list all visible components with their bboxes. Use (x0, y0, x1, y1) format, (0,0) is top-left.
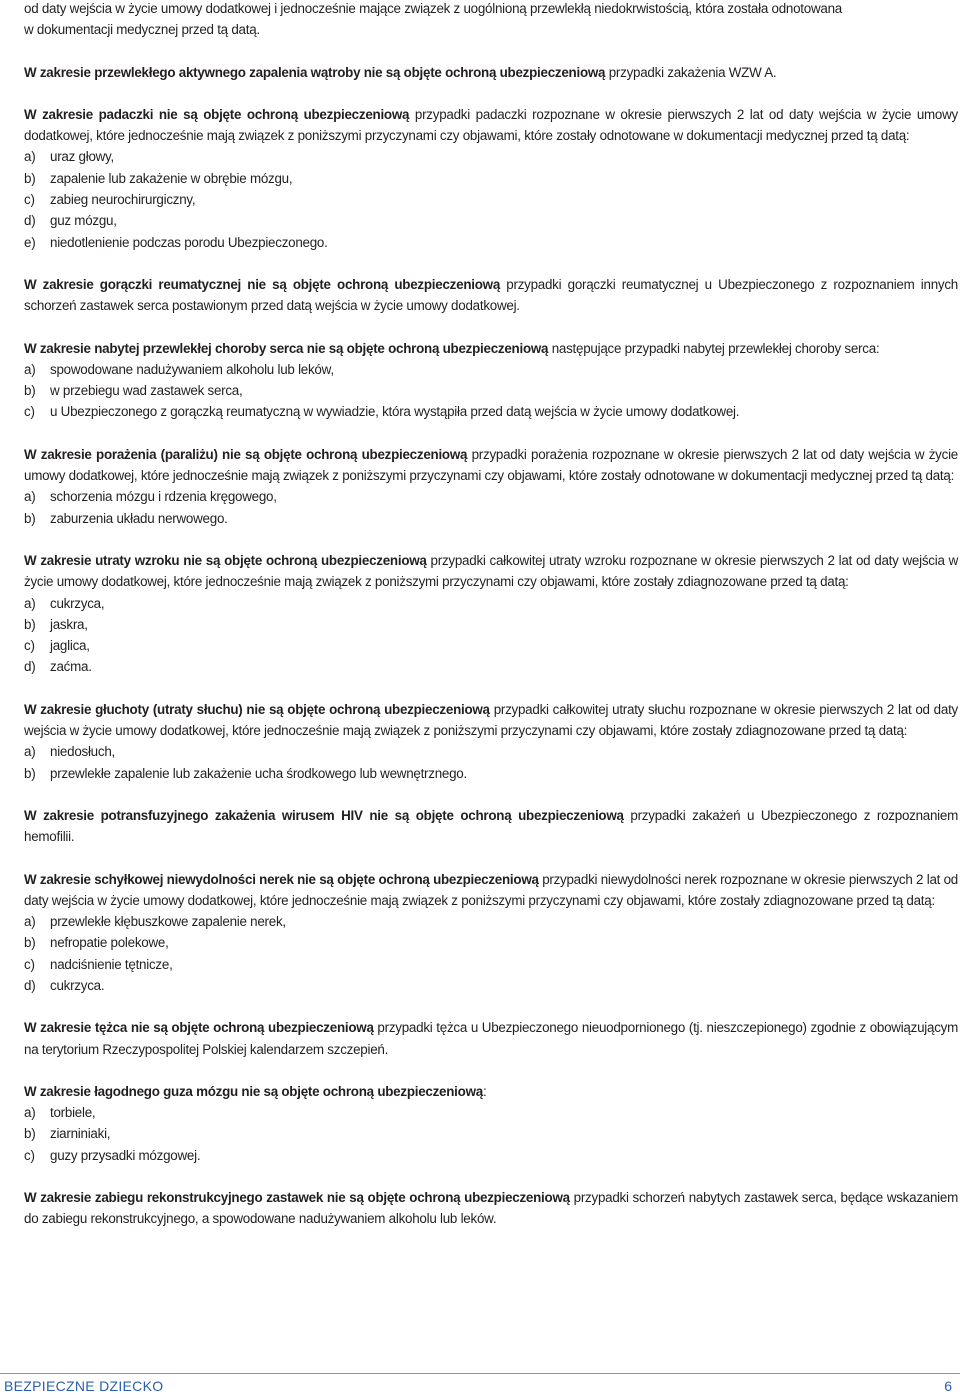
list-item-text: u Ubezpieczonego z gorączką reumatyczną w wywiadzie, która wystąpiła przed datą wejścia w życie umowy dodatkowej. (50, 404, 740, 420)
section-text: przypadki niewydolności nerek rozpoznane w okresie pierwszych 2 lat od daty wejścia w życie umowy dodatkowej, które jednocześnie mają związek z poniższymi przyczynami czy objawami, które zostały zdiagnozowane przed tą datą: (24, 871, 959, 908)
section-paragraph (24, 699, 958, 742)
list-item (24, 635, 958, 656)
list-item-text: przewlekłe zapalenie lub zakażenie ucha środkowego lub wewnętrznego. (50, 765, 467, 781)
section-paragraph (24, 1187, 958, 1230)
intro-line: w dokumentacji medycznej przed tą datą. (24, 22, 260, 38)
list-item (24, 954, 958, 975)
list-item-text: zaćma. (50, 659, 92, 675)
document-body (24, 0, 958, 1251)
section-paragraph (24, 869, 958, 912)
exclusion-section (24, 1187, 958, 1230)
list-marker: a) (24, 914, 36, 930)
section-paragraph (24, 104, 958, 147)
section-paragraph (24, 550, 958, 593)
list-item (24, 486, 958, 507)
exclusion-section (24, 274, 958, 317)
list-item (24, 168, 958, 189)
section-text: przypadki całkowitej utraty wzroku rozpoznane w okresie pierwszych 2 lat od daty wejścia w życie umowy dodatkowej, które jednocześnie mają związek z poniższymi przyczynami czy objawami, które zostały zdiagnozowane przed tą datą: (24, 552, 958, 590)
list-marker: b) (24, 765, 36, 781)
section-heading: W zakresie schyłkowej niewydolności nerek nie są objęte ochroną ubezpieczeniową (24, 871, 539, 887)
section-paragraph (24, 274, 958, 317)
exclusion-sections (24, 62, 958, 1230)
exclusion-section (24, 1017, 958, 1060)
list-item (24, 359, 958, 380)
list-marker: b) (24, 383, 36, 399)
intro-paragraph (24, 0, 958, 41)
exclusion-section (24, 338, 958, 423)
list-item (24, 146, 958, 167)
list-item-text: guzy przysadki mózgowej. (50, 1147, 201, 1163)
section-paragraph (24, 1017, 958, 1060)
list-item-text: uraz głowy, (50, 149, 114, 165)
list-item (24, 911, 958, 932)
section-heading: W zakresie przewlekłego aktywnego zapalenia wątroby nie są objęte ochroną ubezpieczeniową (24, 64, 606, 80)
section-heading: W zakresie głuchoty (utraty słuchu) nie są objęte ochroną ubezpieczeniową (24, 701, 490, 717)
list-item-text: przewlekłe kłębuszkowe zapalenie nerek, (50, 914, 286, 930)
list-marker: a) (24, 1105, 36, 1121)
exclusion-section (24, 62, 958, 83)
list-item-text: ziarniniaki, (50, 1126, 111, 1142)
list-item (24, 232, 958, 253)
list-item (24, 614, 958, 635)
list-marker: a) (24, 149, 36, 165)
list-marker: c) (24, 956, 35, 972)
list-item-text: guz mózgu, (50, 213, 117, 229)
section-heading: W zakresie gorączki reumatycznej nie są objęte ochroną ubezpieczeniową (24, 276, 501, 292)
list-marker: a) (24, 595, 36, 611)
list-marker: b) (24, 510, 36, 526)
section-text: : (482, 1083, 487, 1099)
list-item-text: zapalenie lub zakażenie w obrębie mózgu, (50, 170, 293, 186)
list-item (24, 763, 958, 784)
section-paragraph (24, 444, 958, 487)
list-marker: c) (24, 404, 35, 420)
list-item-text: niedosłuch, (50, 744, 115, 760)
list-marker: a) (24, 489, 36, 505)
section-paragraph (24, 62, 958, 83)
list-item-text: schorzenia mózgu i rdzenia kręgowego, (50, 489, 277, 505)
section-heading: W zakresie utraty wzroku nie są objęte ochroną ubezpieczeniową (24, 552, 427, 568)
list-item (24, 975, 958, 996)
condition-list (24, 359, 958, 423)
section-text: następujące przypadki nabytej przewlekłej choroby serca: (548, 340, 880, 356)
section-paragraph (24, 805, 958, 848)
section-text: przypadki tężca u Ubezpieczonego nieuodpornionego (tj. nieszczepionego) zgodnie z obowiązującym na terytorium Rzeczypospolitej Polskiej kalendarzem szczepień. (24, 1020, 958, 1057)
list-marker: d) (24, 213, 36, 229)
section-text: przypadki zakażenia WZW A. (605, 64, 777, 80)
section-paragraph (24, 1081, 958, 1102)
section-heading: W zakresie porażenia (paraliżu) nie są objęte ochroną ubezpieczeniową (24, 446, 468, 462)
list-item (24, 210, 958, 231)
exclusion-section (24, 444, 958, 529)
exclusion-section (24, 805, 958, 848)
list-marker: d) (24, 977, 36, 993)
list-item-text: jaskra, (50, 616, 88, 632)
list-item-text: spowodowane nadużywaniem alkoholu lub leków, (50, 361, 334, 377)
exclusion-section (24, 550, 958, 678)
exclusion-section (24, 1081, 958, 1166)
list-marker: a) (24, 361, 36, 377)
list-marker: b) (24, 935, 36, 951)
list-item (24, 1123, 958, 1144)
list-item-text: zabieg neurochirurgiczny, (50, 192, 196, 208)
list-item (24, 1102, 958, 1123)
list-item (24, 932, 958, 953)
intro-line: od daty wejścia w życie umowy dodatkowej i jednocześnie mające związek z uogólnioną przewlekłą niedokrwistością, która została odnotowana (24, 1, 842, 16)
section-text: przypadki schorzeń nabytych zastawek serca, będące wskazaniem do zabiegu rekonstrukcyjnego, a spowodowane nadużywaniem alkoholu lub leków. (24, 1190, 958, 1227)
section-heading: W zakresie potransfuzyjnego zakażenia wirusem HIV nie są objęte ochroną ubezpieczeniową (24, 807, 624, 823)
section-heading: W zakresie zabiegu rekonstrukcyjnego zastawek nie są objęte ochroną ubezpieczeniową (24, 1190, 570, 1206)
list-marker: d) (24, 659, 36, 675)
list-marker: b) (24, 1126, 36, 1142)
exclusion-section (24, 699, 958, 784)
section-text: przypadki porażenia rozpoznane w okresie pierwszych 2 lat od daty wejścia w życie umowy dodatkowej, które jednocześnie mają związek z poniższymi przyczynami czy objawami, które zostały odnotowane w dokumentacji medycznej przed tą datą: (24, 446, 958, 484)
list-item-text: zaburzenia układu nerwowego. (50, 510, 228, 526)
condition-list (24, 1102, 958, 1166)
footer-brand: BEZPIECZNE DZIECKO (4, 1378, 164, 1394)
list-item (24, 1145, 958, 1166)
list-item-text: nadciśnienie tętnicze, (50, 956, 173, 972)
list-item-text: jaglica, (50, 638, 90, 654)
footer-divider (0, 1373, 960, 1374)
condition-list (24, 486, 958, 529)
section-text: przypadki padaczki rozpoznane w okresie pierwszych 2 lat od daty wejścia w życie umowy dodatkowej, które jednocześnie mają związek z poniższymi przyczynami czy objawami, które zostały odnotowane w dokumentacji medycznej przed tą datą: (24, 106, 958, 144)
list-marker: c) (24, 192, 35, 208)
list-item (24, 401, 958, 422)
section-text: przypadki zakażeń u Ubezpieczonego z rozpoznaniem hemofilii. (24, 807, 958, 845)
list-marker: b) (24, 616, 36, 632)
list-item-text: cukrzyca. (50, 977, 105, 993)
exclusion-section (24, 104, 958, 253)
section-text: przypadki całkowitej utraty słuchu rozpoznane w okresie pierwszych 2 lat od daty wejścia w życie umowy dodatkowej, które jednocześnie mają związek z poniższymi przyczynami czy objawami, które zostały zdiagnozowane przed tą datą: (24, 701, 958, 739)
section-text: przypadki gorączki reumatycznej u Ubezpieczonego z rozpoznaniem innych schorzeń zastawek serca postawionym przed datą wejścia w życie umowy dodatkowej. (24, 276, 958, 314)
list-item (24, 380, 958, 401)
list-item (24, 656, 958, 677)
list-item (24, 189, 958, 210)
list-marker: b) (24, 170, 36, 186)
list-item-text: nefropatie polekowe, (50, 935, 169, 951)
list-item-text: niedotlenienie podczas porodu Ubezpieczonego. (50, 234, 328, 250)
list-item (24, 593, 958, 614)
section-heading: W zakresie nabytej przewlekłej choroby serca nie są objęte ochroną ubezpieczeniową (24, 340, 549, 356)
list-marker: c) (24, 638, 35, 654)
condition-list (24, 593, 958, 678)
section-heading: W zakresie padaczki nie są objęte ochroną ubezpieczeniową (24, 106, 410, 122)
section-heading: W zakresie tężca nie są objęte ochroną ubezpieczeniową (24, 1020, 374, 1036)
exclusion-section (24, 869, 958, 997)
section-heading: W zakresie łagodnego guza mózgu nie są objęte ochroną ubezpieczeniową (24, 1083, 483, 1099)
list-marker: a) (24, 744, 36, 760)
list-item (24, 741, 958, 762)
list-item-text: cukrzyca, (50, 595, 105, 611)
page-number: 6 (944, 1378, 952, 1394)
condition-list (24, 911, 958, 996)
list-marker: e) (24, 234, 36, 250)
list-item-text: torbiele, (50, 1105, 96, 1121)
list-item-text: w przebiegu wad zastawek serca, (50, 383, 243, 399)
list-item (24, 508, 958, 529)
condition-list (24, 741, 958, 784)
section-paragraph (24, 338, 958, 359)
list-marker: c) (24, 1147, 35, 1163)
condition-list (24, 146, 958, 252)
